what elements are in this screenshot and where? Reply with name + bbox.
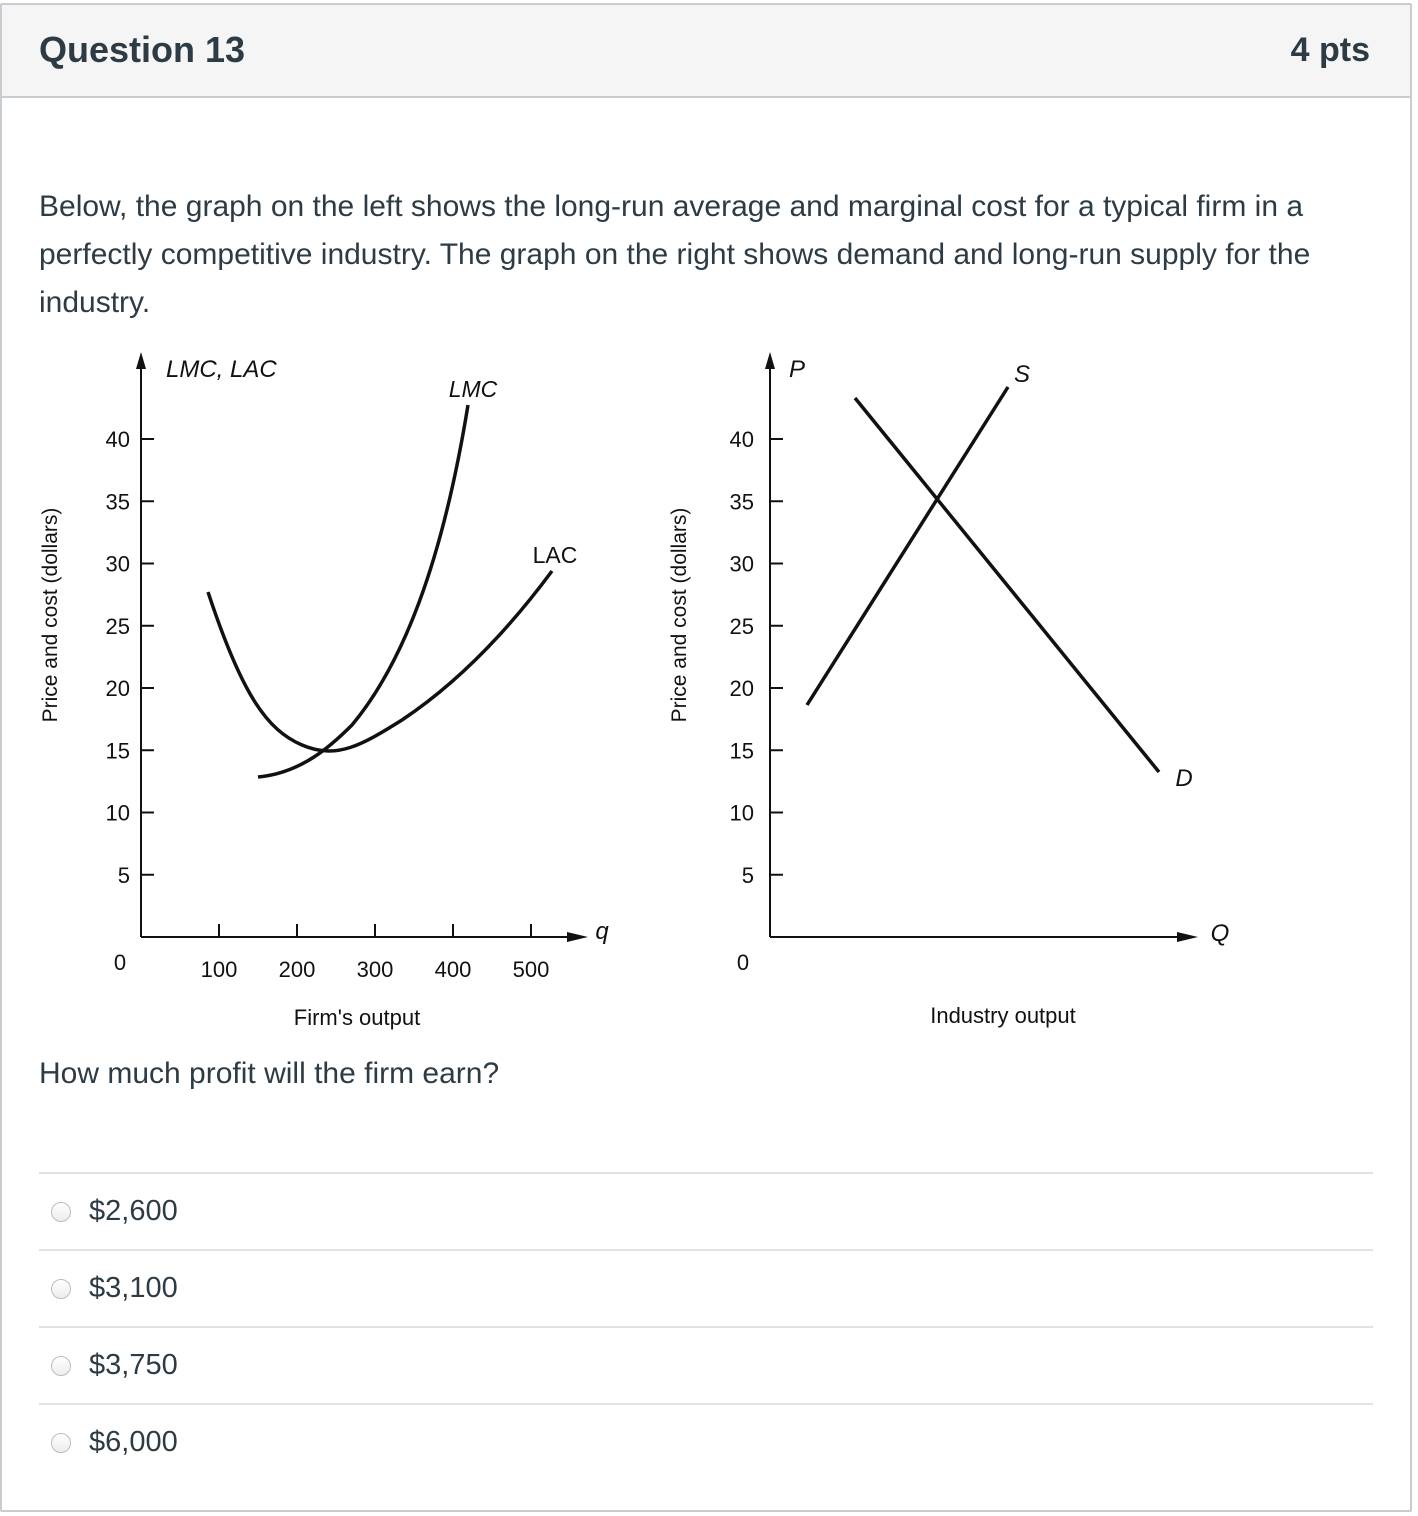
question-ask: How much profit will the firm earn? <box>39 1057 500 1090</box>
answer-option[interactable] <box>39 1172 1373 1249</box>
supply-curve <box>807 387 1008 705</box>
firm-y-tick-label: 40 <box>105 427 130 452</box>
industry-y-tick-label: 40 <box>729 427 754 452</box>
industry-y-tick-label: 35 <box>729 489 754 515</box>
lac-label: LAC <box>532 542 578 568</box>
question-prompt: Below, the graph on the left shows the long-run average and marginal cost for a typical firm in a perfectly competitive industry. The graph on the right shows demand and long-run supply for the industry. <box>39 190 1311 319</box>
demand-curve <box>855 398 1159 772</box>
industry-y-tick-label: 30 <box>729 551 754 577</box>
demand-label: D <box>1175 765 1193 792</box>
industry-x-label: Industry output <box>930 1003 1076 1028</box>
industry-y-tick-label: 15 <box>729 738 754 764</box>
radio-button[interactable] <box>51 1433 71 1453</box>
industry-origin-label: 0 <box>736 950 750 975</box>
firm-y-tick-label: 35 <box>105 489 130 515</box>
industry-y-tick-label: 5 <box>741 862 754 888</box>
firm-y-tick-label: 15 <box>105 738 130 764</box>
answer-option[interactable] <box>39 1403 1373 1480</box>
industry-y-label: Price and cost (dollars) <box>668 507 691 723</box>
firm-y-tick-label: 5 <box>117 862 130 888</box>
industry-graph <box>2 5 1414 1065</box>
answer-option[interactable] <box>39 1326 1373 1403</box>
firm-x-tick-label: 500 <box>512 957 550 982</box>
industry-y-tick-label: 20 <box>729 676 754 701</box>
firm-x-tick-label: 200 <box>278 957 316 982</box>
firm-x-tick-label: 400 <box>434 957 472 982</box>
firm-y-tick-label: 25 <box>105 613 130 639</box>
answer-option[interactable] <box>39 1249 1373 1326</box>
answer-label: $3,100 <box>89 1272 178 1304</box>
answer-label: $6,000 <box>89 1426 178 1458</box>
firm-y-tick-label: 10 <box>105 800 130 826</box>
firm-y-tick-label: 30 <box>105 551 130 577</box>
radio-button[interactable] <box>51 1202 71 1222</box>
industry-x-symbol: Q <box>1210 920 1230 947</box>
firm-x-label: Firm's output <box>293 1005 421 1030</box>
radio-button[interactable] <box>51 1356 71 1376</box>
industry-y-label-top: P <box>789 356 806 383</box>
industry-y-axis-arrow <box>765 352 775 369</box>
industry-x-axis-arrow <box>1177 932 1198 942</box>
firm-y-label: Price and cost (dollars) <box>39 507 62 723</box>
firm-x-symbol: q <box>595 918 609 945</box>
answer-list <box>39 1172 1373 1480</box>
industry-y-tick-label: 25 <box>729 613 754 639</box>
question-card <box>0 3 1412 1512</box>
industry-y-tick-label: 10 <box>729 800 754 826</box>
firm-y-label-top: LMC, LAC <box>166 356 277 383</box>
radio-button[interactable] <box>51 1279 71 1299</box>
answer-label: $3,750 <box>89 1349 178 1381</box>
firm-origin-label: 0 <box>113 950 127 975</box>
firm-x-tick-label: 100 <box>200 957 238 982</box>
question-points: 4 pts <box>1290 31 1370 69</box>
firm-x-tick-label: 300 <box>356 957 394 982</box>
question-title: Question 13 <box>39 29 246 70</box>
answer-label: $2,600 <box>89 1195 178 1227</box>
lmc-label: LMC <box>448 376 498 402</box>
firm-y-tick-label: 20 <box>105 676 130 701</box>
supply-label: S <box>1013 361 1031 388</box>
